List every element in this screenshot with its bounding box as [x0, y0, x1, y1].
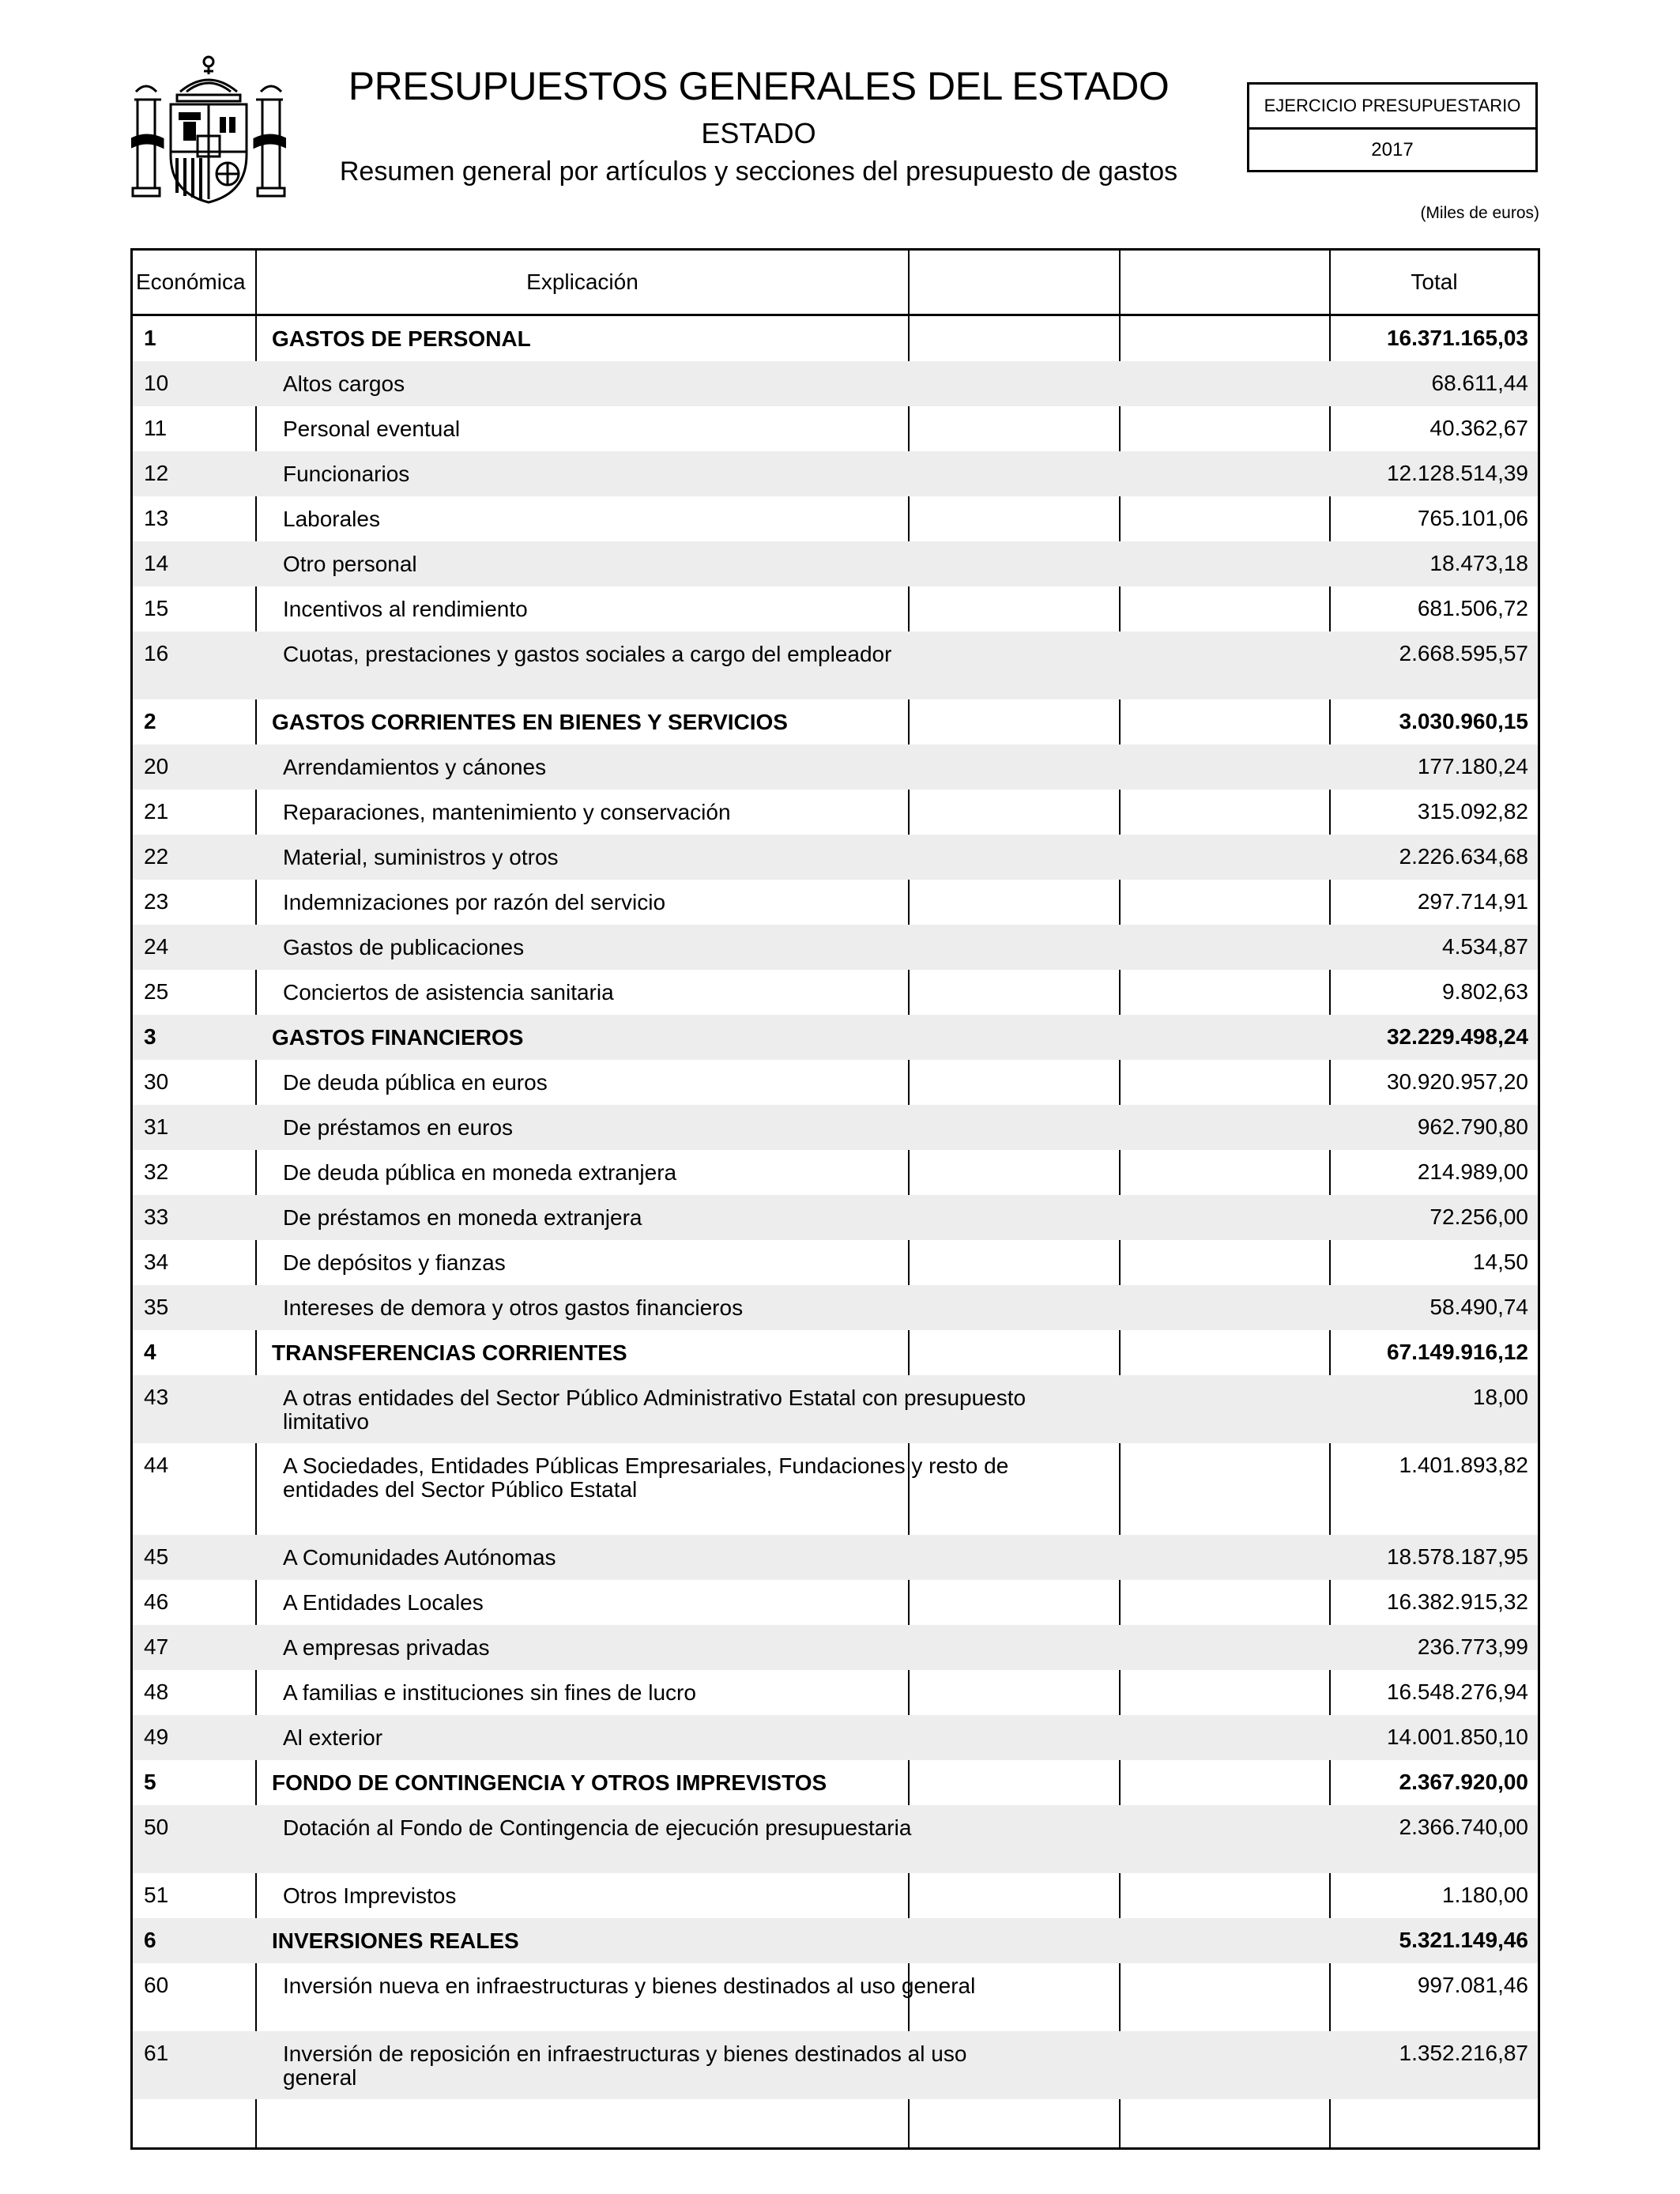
row-code: 35 [144, 1295, 169, 1319]
row-explicacion: Al exterior [283, 1725, 383, 1750]
row-explicacion: De deuda pública en moneda extranjera [283, 1160, 677, 1185]
row-total: 5.321.149,46 [1399, 1928, 1528, 1952]
row-total: 236.773,99 [1417, 1634, 1528, 1659]
table-row [133, 1443, 1538, 1535]
column-header-total: Total [1411, 270, 1458, 294]
table-row [133, 1015, 1538, 1060]
row-code: 30 [144, 1069, 169, 1094]
column-header-blank [910, 251, 1119, 314]
column-header-explicacion: Explicación [526, 270, 638, 294]
table-row [133, 1625, 1538, 1670]
row-code: 24 [144, 934, 169, 959]
row-total: 18.578.187,95 [1386, 1544, 1528, 1569]
row-explicacion: Otros Imprevistos [283, 1883, 457, 1908]
row-explicacion: A familias e instituciones sin fines de lucro [283, 1680, 696, 1705]
table-row [133, 451, 1538, 496]
row-code: 16 [144, 641, 169, 665]
row-explicacion: GASTOS FINANCIEROS [272, 1025, 524, 1050]
row-explicacion: Gastos de publicaciones [283, 935, 525, 959]
row-code: 43 [144, 1385, 169, 1409]
row-explicacion: Intereses de demora y otros gastos financieros [283, 1295, 744, 1320]
row-code: 10 [144, 371, 169, 395]
row-total: 30.920.957,20 [1386, 1069, 1528, 1094]
table-row [133, 1963, 1538, 2031]
table-row [133, 1805, 1538, 1873]
row-code: 22 [144, 844, 169, 869]
table-row [133, 1195, 1538, 1240]
row-explicacion: A Sociedades, Entidades Públicas Empresariales, Fundaciones y resto de entidades del Sector Público Estatal [283, 1453, 1009, 1502]
row-total: 315.092,82 [1417, 799, 1528, 824]
table-row [133, 1330, 1538, 1375]
row-code: 15 [144, 596, 169, 620]
page-title: PRESUPUESTOS GENERALES DEL ESTADO [348, 64, 1170, 108]
row-explicacion: De deuda pública en euros [283, 1070, 548, 1095]
row-total: 4.534,87 [1442, 934, 1528, 959]
ejercicio-year: 2017 [1371, 138, 1414, 160]
row-code: 14 [144, 551, 169, 575]
row-total: 681.506,72 [1417, 596, 1528, 620]
page-subtitle: ESTADO [701, 117, 816, 149]
row-total: 16.548.276,94 [1386, 1679, 1528, 1704]
row-explicacion: A Entidades Locales [283, 1590, 484, 1615]
row-total: 68.611,44 [1431, 371, 1528, 395]
row-explicacion: Inversión nueva en infraestructuras y bienes destinados al uso general [283, 1973, 976, 1998]
row-explicacion: Dotación al Fondo de Contingencia de ejecución presupuestaria [283, 1815, 912, 1840]
row-explicacion: Otro personal [283, 552, 417, 576]
row-explicacion: Incentivos al rendimiento [283, 597, 528, 621]
row-total: 1.352.216,87 [1399, 2041, 1528, 2065]
row-code: 49 [144, 1725, 169, 1749]
table-row [133, 1715, 1538, 1760]
row-explicacion: A empresas privadas [283, 1635, 490, 1660]
table-row [133, 970, 1538, 1015]
table-row [133, 586, 1538, 631]
table-row [133, 541, 1538, 586]
row-explicacion: Inversión de reposición en infraestructuras y bienes destinados al uso general [283, 2041, 967, 2090]
row-total: 3.030.960,15 [1399, 709, 1528, 733]
column-header-blank [1121, 251, 1329, 314]
row-total: 32.229.498,24 [1386, 1024, 1528, 1049]
table-row [133, 631, 1538, 699]
row-total: 72.256,00 [1430, 1204, 1528, 1229]
table-row [133, 1670, 1538, 1715]
table-row [133, 1375, 1538, 1443]
table-row [133, 1760, 1538, 1805]
table-row [133, 1150, 1538, 1195]
row-code: 21 [144, 799, 169, 824]
row-code: 60 [144, 1973, 169, 1997]
row-code: 3 [144, 1024, 156, 1049]
table-row [133, 1535, 1538, 1580]
table-row [133, 496, 1538, 541]
table-row [133, 1060, 1538, 1105]
table-header [133, 251, 1538, 316]
row-code: 11 [144, 416, 168, 440]
row-total: 16.371.165,03 [1386, 326, 1528, 350]
row-total: 2.366.740,00 [1399, 1815, 1528, 1839]
row-explicacion: De préstamos en euros [283, 1115, 514, 1140]
column-header-economica: Económica [136, 270, 246, 294]
table-row [133, 745, 1538, 790]
table-row [133, 699, 1538, 745]
row-total: 1.180,00 [1442, 1883, 1528, 1907]
table-row [133, 1240, 1538, 1285]
row-total: 67.149.916,12 [1386, 1340, 1528, 1364]
row-code: 34 [144, 1250, 169, 1274]
row-code: 31 [144, 1114, 169, 1139]
row-total: 9.802,63 [1442, 979, 1528, 1004]
row-total: 16.382.915,32 [1386, 1589, 1528, 1614]
row-code: 5 [144, 1770, 156, 1794]
row-code: 33 [144, 1204, 169, 1229]
row-explicacion: Reparaciones, mantenimiento y conservación [283, 800, 731, 824]
ejercicio-box [1247, 82, 1538, 172]
table-row [133, 361, 1538, 406]
row-code: 20 [144, 754, 169, 778]
row-explicacion: Indemnizaciones por razón del servicio [283, 890, 666, 914]
row-code: 12 [144, 461, 169, 485]
row-explicacion: A otras entidades del Sector Público Administrativo Estatal con presupuesto limitativo [283, 1385, 1026, 1434]
table-row [133, 925, 1538, 970]
page-description: Resumen general por artículos y secciones del presupuesto de gastos [339, 156, 1178, 187]
table-body [133, 316, 1538, 2099]
row-code: 45 [144, 1544, 169, 1569]
row-code: 61 [144, 2041, 169, 2065]
table-row [133, 790, 1538, 835]
row-explicacion: Cuotas, prestaciones y gastos sociales a cargo del empleador [283, 642, 892, 666]
coat-of-arms-icon [131, 51, 286, 205]
units-note: (Miles de euros) [1420, 204, 1539, 222]
row-total: 58.490,74 [1430, 1295, 1528, 1319]
row-total: 1.401.893,82 [1399, 1453, 1528, 1477]
row-explicacion: Conciertos de asistencia sanitaria [283, 980, 614, 1005]
table-row [133, 1918, 1538, 1963]
table-row [133, 1873, 1538, 1918]
row-explicacion: Arrendamientos y cánones [283, 755, 547, 779]
row-total: 14.001.850,10 [1386, 1725, 1528, 1749]
row-total: 2.367.920,00 [1399, 1770, 1528, 1794]
row-code: 47 [144, 1634, 169, 1659]
row-code: 32 [144, 1159, 169, 1184]
row-code: 50 [144, 1815, 169, 1839]
row-code: 44 [144, 1453, 169, 1477]
table-row [133, 1580, 1538, 1625]
row-explicacion: Personal eventual [283, 417, 461, 441]
row-explicacion: De préstamos en moneda extranjera [283, 1205, 642, 1230]
ejercicio-label: EJERCICIO PRESUPUESTARIO [1249, 85, 1535, 130]
row-code: 48 [144, 1679, 169, 1704]
row-total: 962.790,80 [1417, 1114, 1528, 1139]
row-total: 765.101,06 [1417, 506, 1528, 530]
row-explicacion: De depósitos y fianzas [283, 1250, 506, 1275]
row-total: 997.081,46 [1417, 1973, 1528, 1997]
table-row [133, 1285, 1538, 1330]
row-explicacion: FONDO DE CONTINGENCIA Y OTROS IMPREVISTOS [272, 1770, 827, 1795]
table-row [133, 880, 1538, 925]
row-total: 297.714,91 [1417, 889, 1528, 914]
row-code: 23 [144, 889, 169, 914]
budget-table [130, 248, 1540, 2150]
row-code: 13 [144, 506, 169, 530]
row-explicacion: Material, suministros y otros [283, 845, 559, 869]
row-total: 18,00 [1472, 1385, 1528, 1409]
row-total: 2.668.595,57 [1399, 641, 1528, 665]
row-total: 12.128.514,39 [1386, 461, 1528, 485]
row-explicacion: GASTOS DE PERSONAL [272, 326, 531, 351]
row-explicacion: A Comunidades Autónomas [283, 1545, 556, 1570]
row-explicacion: GASTOS CORRIENTES EN BIENES Y SERVICIOS [272, 710, 788, 734]
row-explicacion: Laborales [283, 507, 380, 531]
row-code: 2 [144, 709, 156, 733]
row-code: 1 [144, 326, 156, 350]
row-total: 2.226.634,68 [1399, 844, 1528, 869]
table-row [133, 835, 1538, 880]
row-total: 14,50 [1472, 1250, 1528, 1274]
row-explicacion: INVERSIONES REALES [272, 1928, 519, 1953]
row-total: 177.180,24 [1417, 754, 1528, 778]
table-row [133, 2031, 1538, 2099]
row-explicacion: TRANSFERENCIAS CORRIENTES [272, 1340, 627, 1365]
table-row [133, 316, 1538, 361]
row-total: 40.362,67 [1430, 416, 1528, 440]
row-total: 214.989,00 [1417, 1159, 1528, 1184]
row-code: 6 [144, 1928, 156, 1952]
row-code: 4 [144, 1340, 156, 1364]
row-code: 51 [144, 1883, 169, 1907]
table-row [133, 1105, 1538, 1150]
table-row [133, 406, 1538, 451]
row-total: 18.473,18 [1430, 551, 1528, 575]
row-explicacion: Funcionarios [283, 462, 410, 486]
row-code: 46 [144, 1589, 169, 1614]
row-code: 25 [144, 979, 169, 1004]
row-explicacion: Altos cargos [283, 371, 405, 396]
